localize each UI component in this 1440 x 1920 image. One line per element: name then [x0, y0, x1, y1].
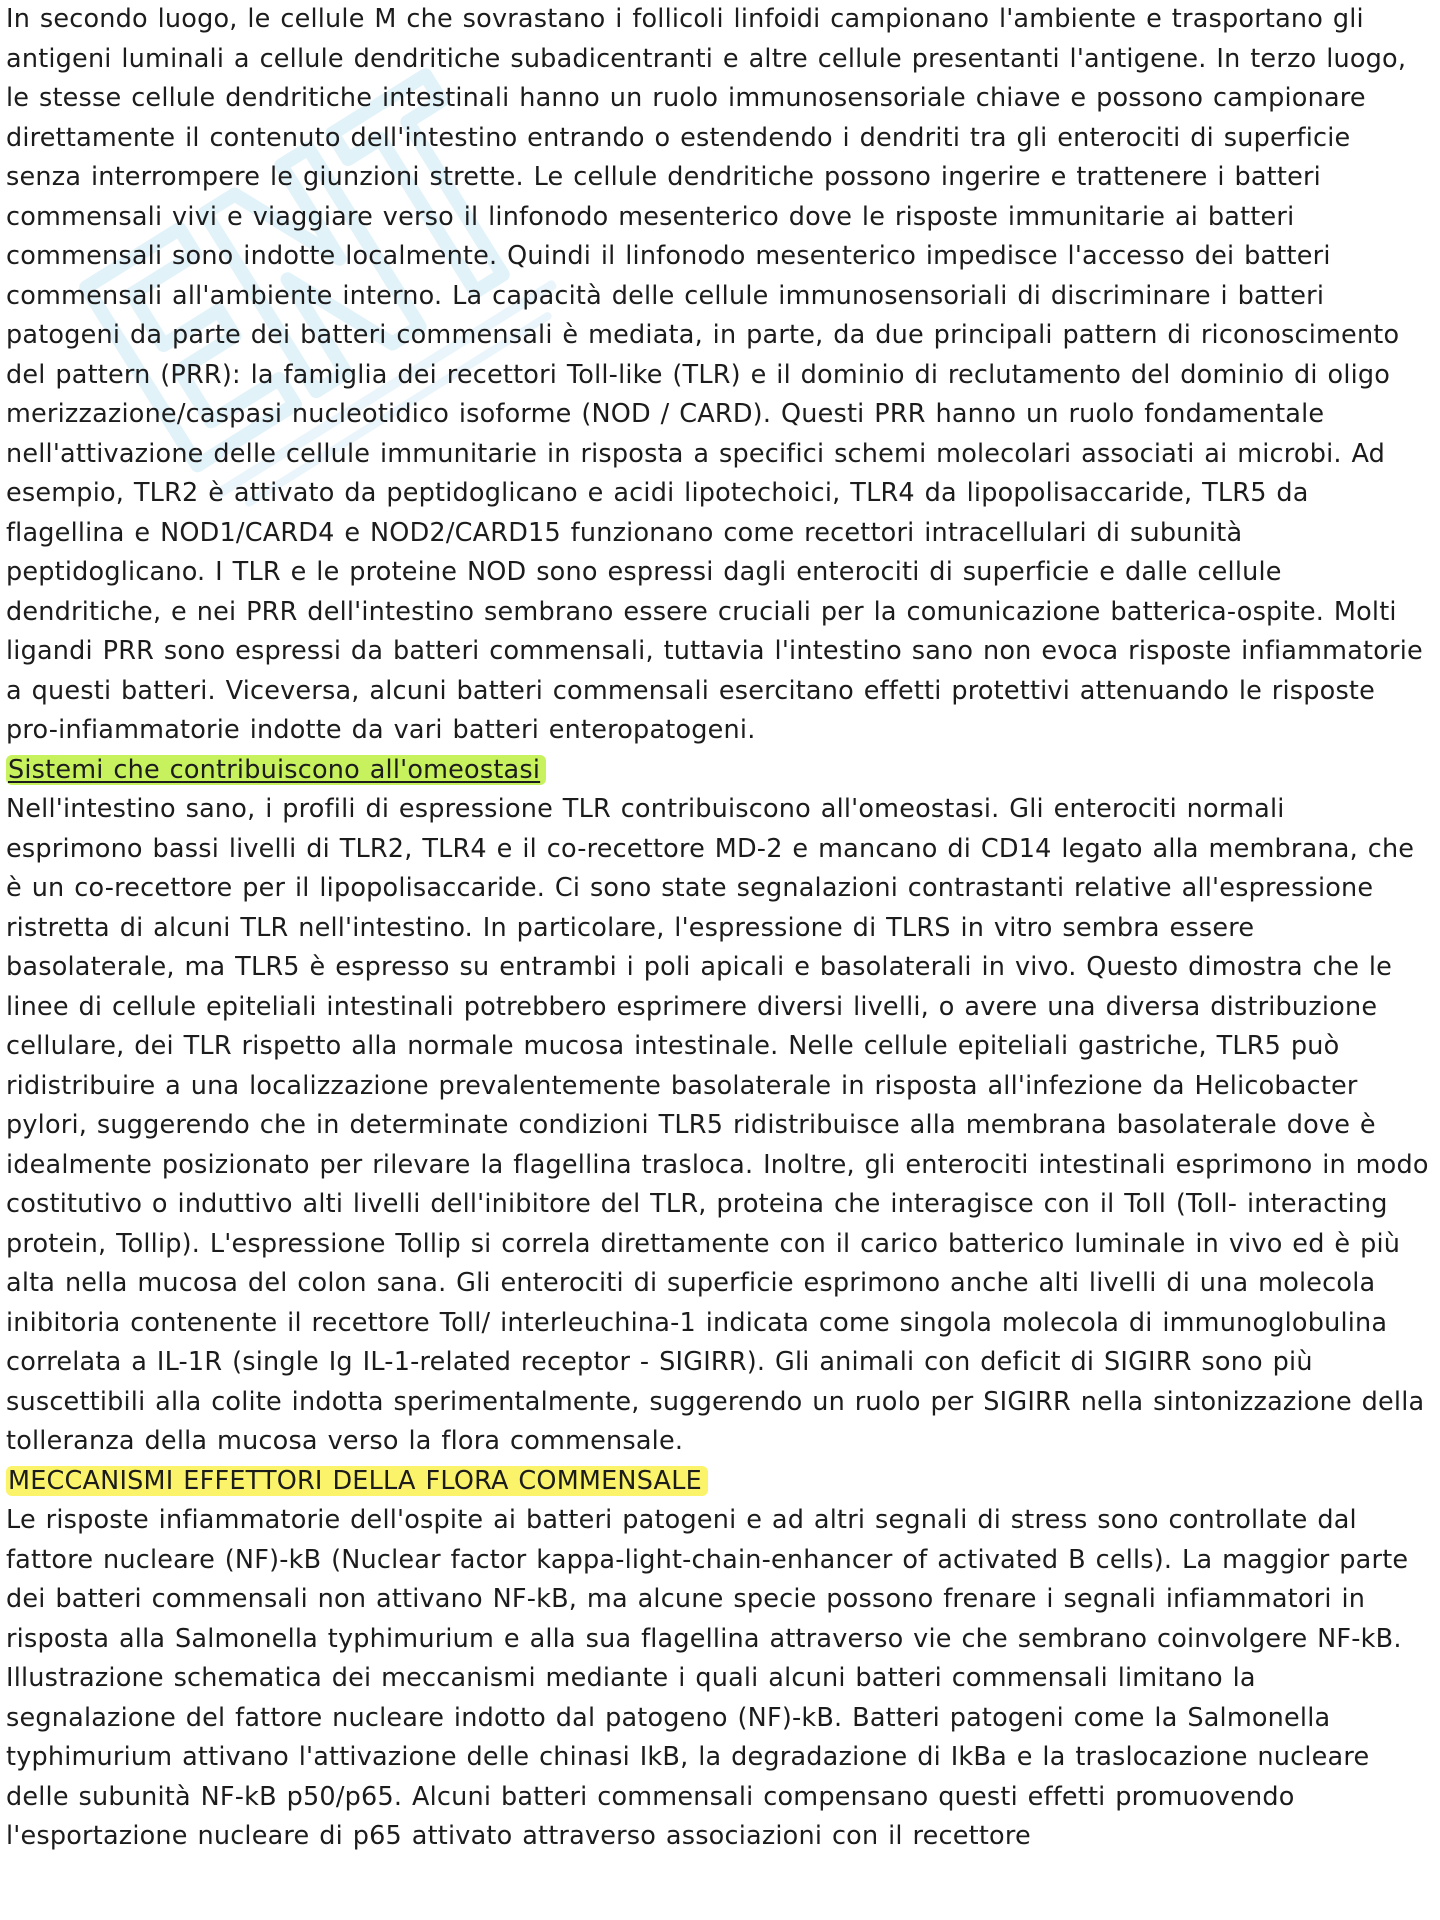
- heading-homeostasis-text: Sistemi che contribuiscono all'omeostasi: [6, 755, 546, 785]
- paragraph-intro: In secondo luogo, le cellule M che sovrastano i follicoli linfoidi campionano l'ambiente e trasportano gli antigeni luminali a cellule dendritiche subadicentranti e altre cellule presentanti l'antigene. In terzo luogo, le stesse cellule dendritiche intestinali hanno un ruolo immunosensoriale chiave e possono campionare direttamente il contenuto dell'intestino entrando o estendendo i dendriti tra gli enterociti di superficie senza interrompere le giunzioni strette. Le cellule dendritiche possono ingerire e trattenere i batteri commensali vivi e viaggiare verso il linfonodo mesenterico dove le risposte immunitarie ai batteri commensali sono indotte localmente. Quindi il linfonodo mesenterico impedisce l'accesso dei batteri commensali all'ambiente interno. La capacità delle cellule immunosensoriali di discriminare i batteri patogeni da parte dei batteri commensali è mediata, in parte, da due principali pattern di riconoscimento del pattern (PRR): la famiglia dei recettori Toll-like (TLR) e il dominio di reclutamento del dominio di oligo merizzazione/caspasi nucleotidico isoforme (NOD / CARD). Questi PRR hanno un ruolo fondamentale nell'attivazione delle cellule immunitarie in risposta a specifici schemi molecolari associati ai microbi. Ad esempio, TLR2 è attivato da peptidoglicano e acidi lipotechoici, TLR4 da lipopolisaccaride, TLR5 da flagellina e NOD1/CARD4 e NOD2/CARD15 funzionano come recettori intracellulari di subunità peptidoglicano. I TLR e le proteine NOD sono espressi dagli enterociti di superficie e dalle cellule dendritiche, e nei PRR dell'intestino sembrano essere cruciali per la comunicazione batterica-ospite. Molti ligandi PRR sono espressi da batteri commensali, tuttavia l'intestino sano non evoca risposte infiammatorie a questi batteri. Viceversa, alcuni batteri commensali esercitano effetti protettivi attenuando le risposte pro-infiammatorie indotte da vari batteri enteropatogeni.: [6, 4, 1423, 745]
- paragraph-effector-mechanisms: Le risposte infiammatorie dell'ospite ai batteri patogeni e ad altri segnali di stress sono controllate dal fattore nucleare (NF)-kB (Nuclear factor kappa-light-chain-enhancer of activated B cells). La maggior parte dei batteri commensali non attivano NF-kB, ma alcune specie possono frenare i segnali infiammatori in risposta alla Salmonella typhimurium e alla sua flagellina attraverso vie che sembrano coinvolgere NF-kB. Illustrazione schematica dei meccanismi mediante i quali alcuni batteri commensali limitano la segnalazione del fattore nucleare indotto dal patogeno (NF)-kB. Batteri patogeni come la Salmonella typhimurium attivano l'attivazione delle chinasi IkB, la degradazione di IkBa e la traslocazione nucleare delle subunità NF-kB p50/p65. Alcuni batteri commensali compensano questi effetti promuovendo l'esportazione nucleare di p65 attivato attraverso associazioni con il recettore: [6, 1505, 1409, 1851]
- section-heading-homeostasis: [6, 751, 546, 791]
- section-heading-effector-mechanisms: [6, 1462, 708, 1502]
- paragraph-homeostasis: Nell'intestino sano, i profili di espressione TLR contribuiscono all'omeostasi. Gli enterociti normali esprimono bassi livelli di TLR2, TLR4 e il co-recettore MD-2 e mancano di CD14 legato alla membrana, che è un co-recettore per il lipopolisaccaride. Ci sono state segnalazioni contrastanti relative all'espressione ristretta di alcuni TLR nell'intestino. In particolare, l'espressione di TLRS in vitro sembra essere basolaterale, ma TLR5 è espresso su entrambi i poli apicali e basolaterali in vivo. Questo dimostra che le linee di cellule epiteliali intestinali potrebbero esprimere diversi livelli, o avere una diversa distribuzione cellulare, dei TLR rispetto alla normale mucosa intestinale. Nelle cellule epiteliali gastriche, TLR5 può ridistribuire a una localizzazione prevalentemente basolaterale in risposta all'infezione da Helicobacter pylori, suggerendo che in determinate condizioni TLR5 ridistribuisce alla membrana basolaterale dove è idealmente posizionato per rilevare la flagellina trasloca. Inoltre, gli enterociti intestinali esprimono in modo costitutivo o induttivo alti livelli dell'inibitore del TLR, proteina che interagisce con il Toll (Toll- interacting protein, Tollip). L'espressione Tollip si correla direttamente con il carico batterico luminale in vivo ed è più alta nella mucosa del colon sana. Gli enterociti di superficie esprimono anche alti livelli di una molecola inibitoria contenente il recettore Toll/ interleuchina-1 indicata come singola molecola di immunoglobulina correlata a IL-1R (single Ig IL-1-related receptor - SIGIRR). Gli animali con deficit di SIGIRR sono più suscettibili alla colite indotta sperimentalmente, suggerendo un ruolo per SIGIRR nella sintonizzazione della tolleranza della mucosa verso la flora commensale.: [6, 794, 1429, 1456]
- heading-effector-mechanisms-text: MECCANISMI EFFETTORI DELLA FLORA COMMENSALE: [6, 1466, 708, 1496]
